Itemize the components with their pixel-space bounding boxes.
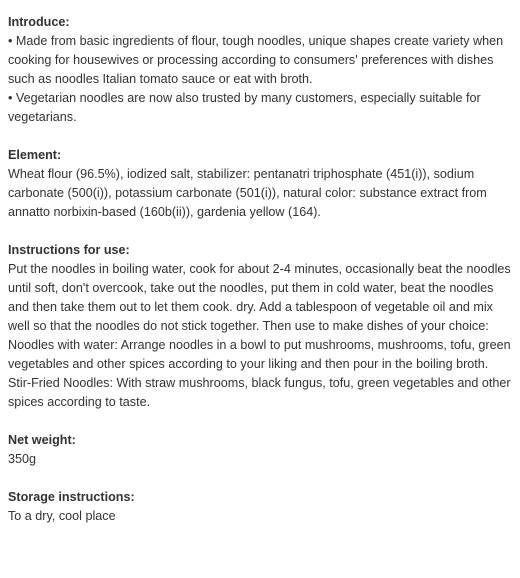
element-paragraph: Wheat flour (96.5%), iodized salt, stabilizer: pentanatri triphosphate (451(i)), sodium carbonate (500(i)), potassium carbonate (501(i)), natural color: substance extract from annatto norbixin-based (160b(ii)), gardenia yellow (164).	[8, 167, 487, 219]
introduce-heading: Introduce:	[8, 15, 70, 29]
storage-heading: Storage instructions:	[8, 490, 135, 504]
introduce-section	[8, 13, 512, 127]
element-section	[8, 146, 512, 222]
net-weight-value: 350g	[8, 452, 37, 466]
net-weight-section	[8, 431, 512, 469]
net-weight-heading: Net weight:	[8, 433, 76, 447]
instructions-paragraph: Put the noodles in boiling water, cook for about 2-4 minutes, occasionally beat the noodles until soft, don't overcook, take out the noodles, put them in cold water, beat the noodles and then take them out to let them cook. dry. Add a tablespoon of vegetable oil and mix well so that the noodles do not stick together. Then use to make dishes of your choice:	[8, 262, 511, 333]
instructions-section	[8, 241, 512, 412]
introduce-paragraph: • Made from basic ingredients of flour, tough noodles, unique shapes create variety when cooking for housewives or processing according to consumers' preferences with dishes such as noodles Italian tomato sauce or eat with broth.	[8, 34, 504, 86]
instructions-paragraph: Stir-Fried Noodles: With straw mushrooms, black fungus, tofu, green vegetables and other spices according to taste.	[8, 376, 511, 409]
element-heading: Element:	[8, 148, 62, 162]
storage-section	[8, 488, 512, 526]
introduce-paragraph: • Vegetarian noodles are now also trusted by many customers, especially suitable for vegetarians.	[8, 91, 481, 124]
instructions-heading: Instructions for use:	[8, 243, 130, 257]
instructions-paragraph: Noodles with water: Arrange noodles in a bowl to put mushrooms, mushrooms, tofu, green vegetables and other spices according to your liking and then pour in the boiling broth.	[8, 338, 511, 371]
storage-value: To a dry, cool place	[8, 509, 116, 523]
